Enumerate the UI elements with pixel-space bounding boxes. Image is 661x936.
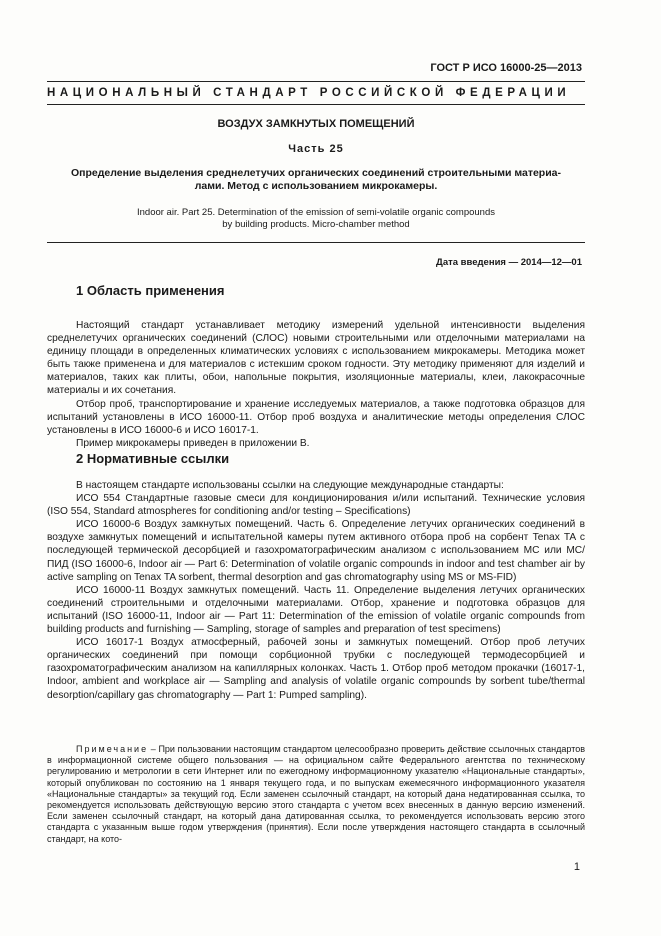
russian-subtitle-line: Определение выделения среднелетучих органических соединений строительными материа-: [70, 167, 562, 179]
standard-number: ГОСТ Р ИСО 16000-25—2013: [430, 62, 582, 74]
paragraph: ИСО 16000-11 Воздух замкнутых помещений. Часть 11. Определение выделения летучих органических соединений строительными и отделочными материалами. Отбор, хранение и подготовка образцов для испытаний (ISO 16000-11, Indoor air — Part 11: Determination of the emission of volatile organic compounds from building products and furnishing — Sampling, storage of samples and preparation of test specimens): [47, 584, 585, 636]
introduction-date: Дата введения — 2014—12—01: [436, 257, 582, 268]
page-number: 1: [573, 861, 580, 873]
paragraph: ИСО 16000-6 Воздух замкнутых помещений. Часть 6. Определение летучих органических соединений в воздухе замкнутых помещений и испытательной камеры путем активного отбора проб на сорбент Tenax TA с последующей термической десорбцией и газохроматографическим анализом с использованием МС или МС/ПИД (ISO 16000-6, Indoor air — Part 6: Determination of volatile organic compounds in indoor and test chamber air by active sampling on Tenax TA sorbent, thermal desorption and gas chromatography using MS or MS-FID): [47, 519, 585, 583]
english-subtitle-line: Indoor air. Part 25. Determination of the emission of semi-volatile organic compounds: [136, 207, 495, 218]
top-rule: [47, 81, 585, 82]
section-references-body: [47, 479, 585, 702]
section-heading-references: 2 Нормативные ссылки: [76, 451, 230, 466]
note-paragraph: [47, 744, 585, 845]
paragraph: ИСО 554 Стандартные газовые смеси для кондиционирования и/или испытаний. Технические условия (ISO 554, Standard atmospheres for conditioning and/or testing – Specifications): [47, 493, 585, 518]
banner-rule: [47, 104, 585, 105]
document-title: ВОЗДУХ ЗАМКНУТЫХ ПОМЕЩЕНИЙ: [217, 118, 415, 130]
russian-subtitle: [47, 167, 585, 193]
english-subtitle-line: by building products. Micro-chamber method: [222, 219, 410, 230]
paragraph: Пример микрокамеры приведен в приложении В.: [76, 437, 310, 449]
note-label: Примечание: [76, 744, 149, 754]
english-subtitle: [47, 207, 585, 231]
title-rule: [47, 242, 585, 243]
paragraph: ИСО 16017-1 Воздух атмосферный, рабочей зоны и замкнутых помещений. Отбор проб летучих органических соединений при помощи сорбционной трубки с последующей термодесорбцией и газохроматографическим анализом на капиллярных колонках. Часть 1. Отбор проб методом прокачки (16017-1, Indoor, ambient and workplace air — Sampling and analysis of volatile organic compounds by sorbent tube/thermal desorption/capillary gas chromatography — Part 1: Pumped sampling).: [47, 637, 585, 701]
paragraph: В настоящем стандарте использованы ссылки на следующие международные стандарты:: [76, 480, 504, 491]
paragraph: Настоящий стандарт устанавливает методику измерений удельной интенсивности выделения среднелетучих органических соединений (СЛОС) новыми строительными или отделочными материалами на единицу площади в определенных климатических условиях с использованием микрокамеры. Методика может быть также применена и для материалов с истекшим сроком годности. Эту методику применяют для изделий и материалов, таких как плиты, обои, напольные покрытия, изоляционные материалы, клеи, лакокрасочные материалы и их сочетания.: [47, 320, 585, 397]
note-text: – При пользовании настоящим стандартом целесообразно проверить действие ссылочных стандартов в информационной системе общего пользования — на официальном сайте Федерального агентства по техническому регулированию и метрологии в сети Интернет или по ежегодному информационному указателю «Национальные стандарты», который опубликован по состоянию на 1 января текущего года, и по выпускам ежемесячного информационного указателя «Национальные стандарты» за текущий год. Если заменен ссылочный стандарт, на который дана недатированная ссылка, то рекомендуется использовать действующую версию этого стандарта с учетом всех внесенных в данную версию изменений. Если заменен ссылочный стандарт, на который дана датированная ссылка, то рекомендуется использовать версию этого стандарта с указанным выше годом утверждения (принятия). Если после утверждения настоящего стандарта в ссылочный стандарт, на кото-: [47, 744, 585, 844]
section-heading-scope: 1 Область применения: [76, 283, 225, 298]
document-part: Часть 25: [288, 143, 344, 155]
russian-subtitle-line: лами. Метод с использованием микрокамеры.: [194, 180, 438, 192]
footnote-note: [47, 744, 585, 845]
paragraph: Отбор проб, транспортирование и хранение исследуемых материалов, а также подготовка образцов для испытаний установлены в ИСО 16000-11. Отбор проб воздуха и аналитические методы определения СЛОС установлены в ИСО 16000-6 и ИСО 16017-1.: [47, 398, 585, 436]
section-scope-body: [47, 319, 585, 450]
national-standard-banner: НАЦИОНАЛЬНЫЙ СТАНДАРТ РОССИЙСКОЙ ФЕДЕРАЦИИ: [47, 87, 571, 99]
